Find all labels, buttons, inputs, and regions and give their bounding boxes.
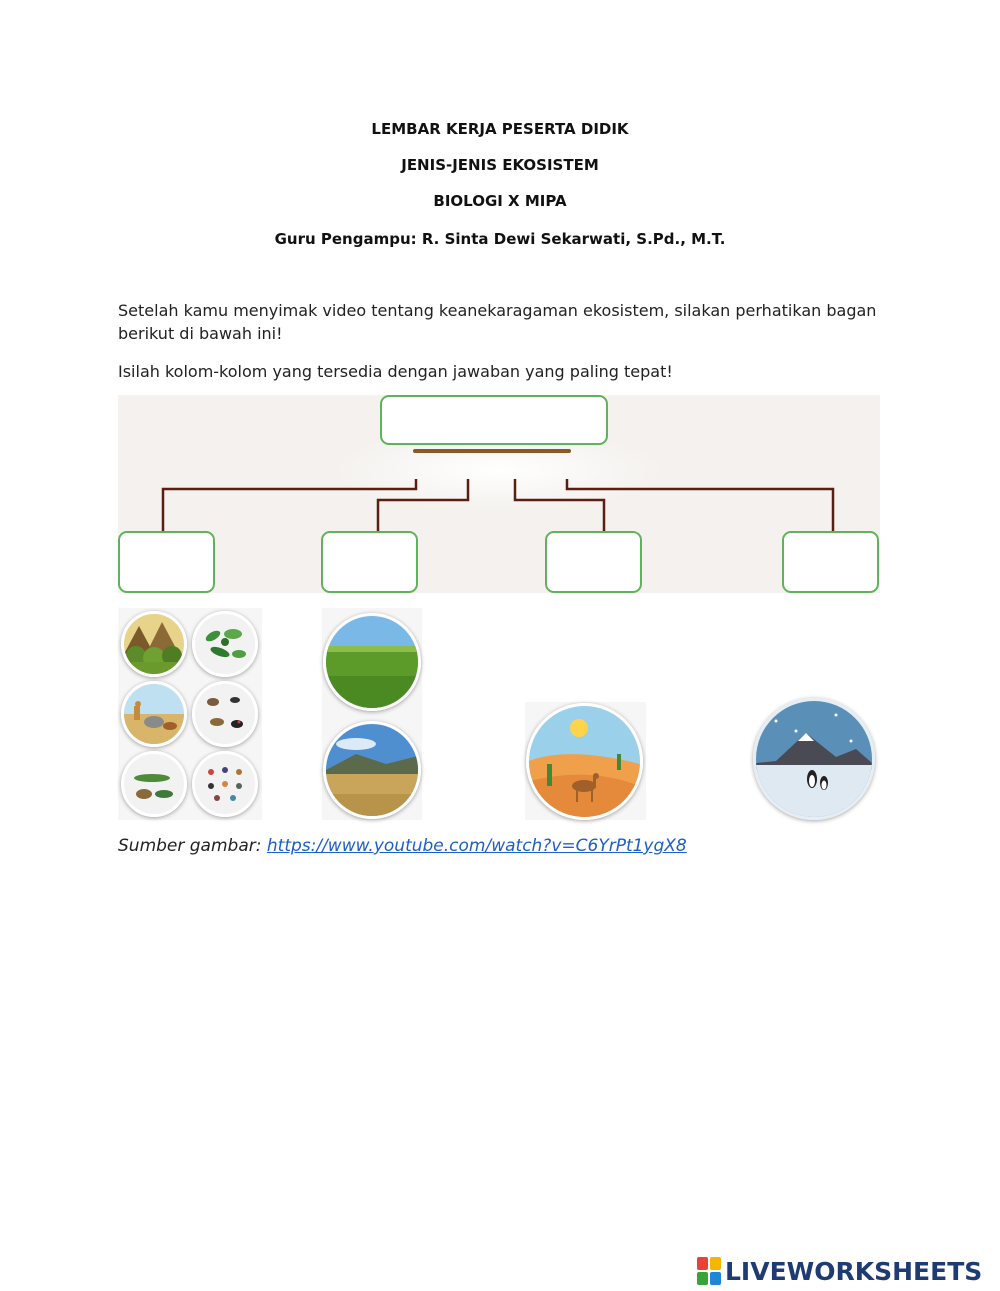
answer-box-4[interactable] [782, 531, 879, 593]
title-line-2: JENIS-JENIS EKOSISTEM [401, 156, 599, 174]
liveworksheets-logo[interactable] [697, 1256, 982, 1286]
birds-image [192, 681, 258, 747]
reptiles-image [121, 751, 187, 817]
source-link[interactable]: https://www.youtube.com/watch?v=C6YrPt1ygX8 [266, 836, 687, 856]
biodiversity-images [118, 608, 262, 820]
insects-image [192, 751, 258, 817]
ecosystem-chart [118, 395, 880, 593]
instruction-paragraph-1: Setelah kamu menyimak video tentang keanekaragaman ekosistem, silakan perhatikan bagan berikut di bawah ini! [118, 301, 877, 343]
liveworksheets-logo-icon [697, 1257, 721, 1285]
logo-text: LIVEWORKSHEETS [725, 1256, 983, 1286]
instruction-paragraph-2: Isilah kolom-kolom yang tersedia dengan jawaban yang paling tepat! [118, 362, 673, 381]
answer-box-2[interactable] [321, 531, 418, 593]
dry-grassland-image [323, 721, 421, 819]
grassland-images [322, 608, 422, 820]
savanna-animals-image [121, 681, 187, 747]
image-source [118, 836, 687, 856]
teacher-line: Guru Pengampu: R. Sinta Dewi Sekarwati, S.Pd., M.T. [274, 230, 726, 248]
desert-images [525, 702, 646, 820]
title-line-3: BIOLOGI X MIPA [433, 192, 567, 210]
source-label: Sumber gambar: [118, 836, 267, 856]
title-line-1: LEMBAR KERJA PESERTA DIDIK [371, 120, 629, 138]
grassland-image [323, 613, 421, 711]
plants-image [192, 611, 258, 677]
answer-box-top[interactable] [380, 395, 608, 445]
answer-box-3[interactable] [545, 531, 642, 593]
desert-image [526, 703, 643, 820]
forest-image [121, 611, 187, 677]
polar-image [753, 698, 875, 820]
answer-box-1[interactable] [118, 531, 215, 593]
